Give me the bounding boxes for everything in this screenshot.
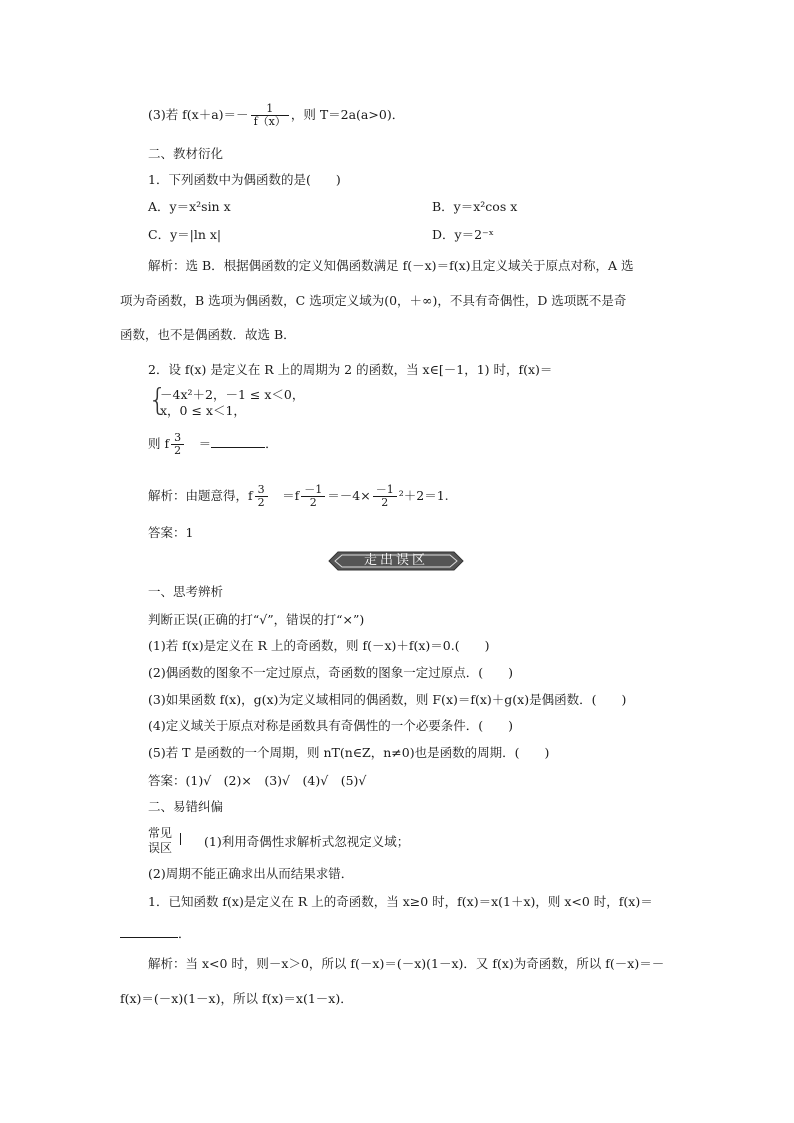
fraction — [301, 484, 325, 509]
text: 则 f — [148, 436, 170, 451]
fraction-denominator: 2 — [174, 444, 182, 457]
fraction-numerator: 3 — [171, 432, 184, 445]
option-a: A．y＝x²sin x — [148, 199, 231, 214]
question-1: 1．下列函数中为偶函数的是( ) — [148, 172, 341, 187]
analysis-2 — [148, 484, 449, 509]
formula-pre: (3)若 f(x＋a)＝－ — [148, 107, 249, 122]
section-heading: 二、易错纠偏 — [148, 799, 224, 814]
question-3: 1．已知函数 f(x)是定义在 R 上的奇函数，当 x≥0 时，f(x)＝x(1＋x)，则 x<0 时，f(x)＝ — [148, 894, 653, 909]
text: ＝f — [282, 488, 300, 503]
section-heading: 二、教材衍化 — [148, 146, 224, 161]
fraction-denominator: 2 — [381, 496, 389, 509]
option-c: C．y＝|ln x| — [148, 227, 222, 242]
fraction-denominator: 2 — [309, 496, 317, 509]
mistake-2: (2)周期不能正确求出从而结果求错． — [148, 866, 354, 881]
text: ． — [265, 436, 278, 451]
formula-post: ，则 T＝2a(a>0)． — [290, 107, 405, 122]
question-2: 2．设 f(x) 是定义在 R 上的周期为 2 的函数，当 x∈[－1，1) 时，f(x)＝ — [148, 362, 553, 377]
answer-blank — [211, 435, 265, 448]
mistake-1: (1)利用奇偶性求解析式忽视定义域； — [204, 834, 410, 849]
option-d: D．y＝2⁻ˣ — [432, 227, 494, 242]
instruction: 判断正误(正确的打“√”，错误的打“×”) — [148, 612, 365, 627]
analysis-line: 项为奇函数，B 选项为偶函数，C 选项定义域为(0，＋∞)，不具有奇偶性，D 选项既不是奇 — [120, 293, 627, 308]
text: ． — [178, 926, 191, 941]
fraction-numerator: 1 — [251, 103, 289, 116]
common-mistakes-tag-2: 误区 — [148, 841, 173, 855]
text: ²＋2＝1. — [398, 488, 449, 503]
analysis-line: 解析：选 B．根据偶函数的定义知偶函数满足 f(－x)＝f(x)且定义域关于原点对称，A 选 — [148, 258, 634, 273]
fraction — [373, 484, 397, 509]
formula-line — [148, 103, 404, 128]
statement-3: (3)如果函数 f(x)，g(x)为定义域相同的偶函数，则 F(x)＝f(x)＋g(x)是偶函数．( ) — [148, 692, 627, 707]
analysis-3: 解析：当 x<0 时，则－x＞0，所以 f(－x)＝(－x)(1－x)．又 f(x)为奇函数，所以 f(－x)＝－ — [148, 956, 665, 971]
piecewise-case-2: x，0 ≤ x＜1， — [160, 403, 246, 418]
common-mistakes-tag-1: 常见 — [148, 826, 173, 840]
fraction — [171, 432, 184, 457]
statement-1: (1)若 f(x)是定义在 R 上的奇函数，则 f(－x)＋f(x)＝0.( ) — [148, 638, 490, 653]
statement-4: (4)定义域关于原点对称是函数具有奇偶性的一个必要条件．( ) — [148, 718, 513, 733]
statement-5: (5)若 T 是函数的一个周期，则 nT(n∈Z，n≠0)也是函数的周期．( ) — [148, 745, 550, 760]
text: 解析：由题意得，f — [148, 488, 253, 503]
text: ＝－4× — [327, 488, 371, 503]
fraction — [251, 103, 289, 128]
tag-divider — [180, 833, 181, 845]
section-heading: 一、思考辨析 — [148, 584, 224, 599]
fraction — [255, 484, 268, 509]
statement-2: (2)偶函数的图象不一定过原点，奇函数的图象一定过原点．( ) — [148, 665, 513, 680]
question-2-ask — [148, 432, 278, 457]
answer-line: 答案：1 — [148, 525, 194, 540]
option-b: B．y＝x²cos x — [432, 199, 518, 214]
section-banner — [328, 551, 464, 571]
piecewise-brace: { — [148, 383, 168, 418]
text: ＝ — [198, 436, 212, 451]
question-3-blank — [120, 925, 191, 942]
fraction-denominator: f（x） — [253, 115, 286, 128]
fraction-numerator: 3 — [255, 484, 268, 497]
fraction-numerator: －1 — [373, 484, 397, 497]
analysis-line: 函数，也不是偶函数．故选 B． — [120, 327, 296, 342]
analysis-3-cont: f(x)＝(－x)(1－x)，所以 f(x)＝x(1－x)． — [120, 991, 353, 1006]
fraction-numerator: －1 — [301, 484, 325, 497]
answer-blank — [120, 925, 178, 938]
answer-line: 答案：(1)√ (2)× (3)√ (4)√ (5)√ — [148, 773, 367, 788]
piecewise-case-1: －4x²＋2，－1 ≤ x＜0， — [160, 387, 305, 402]
fraction-denominator: 2 — [257, 496, 265, 509]
banner-label: 走出误区 — [363, 553, 428, 568]
